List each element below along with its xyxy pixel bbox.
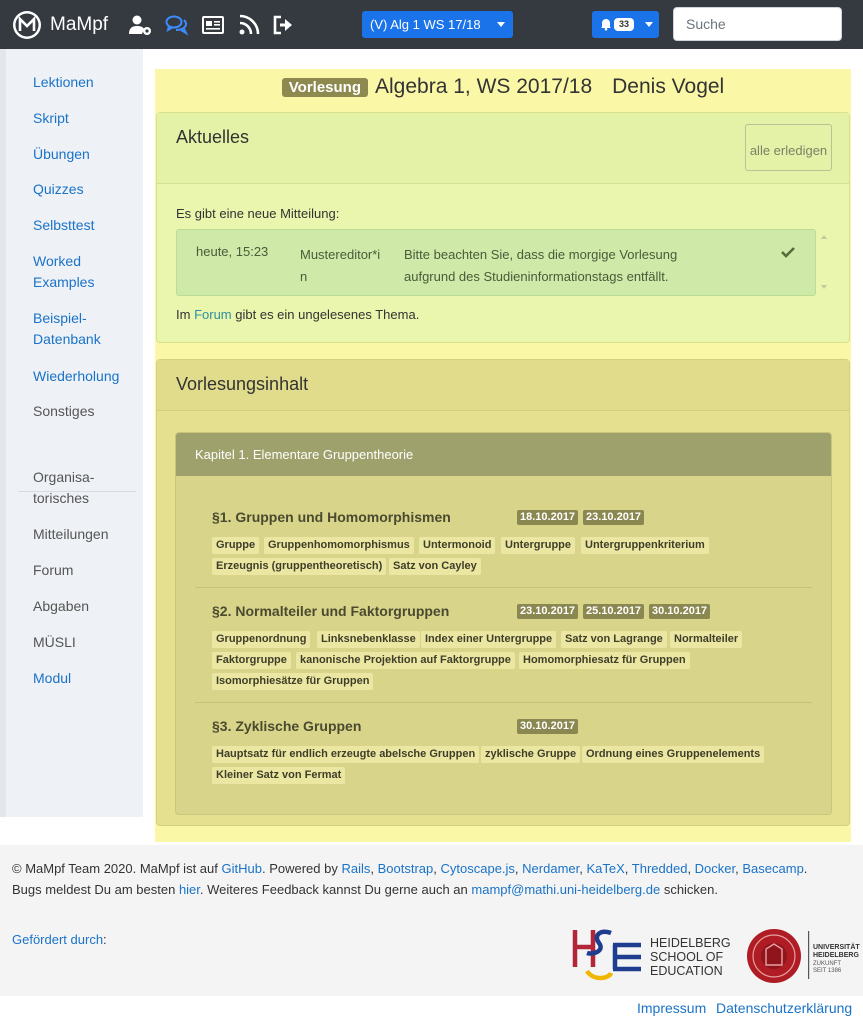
date-badge[interactable]: 30.10.2017 (517, 719, 578, 734)
sign-out-icon[interactable] (270, 12, 296, 38)
powered-by-text: . Powered by (261, 861, 338, 876)
notification-time: heute, 15:23 (196, 244, 269, 259)
github-link[interactable]: GitHub (221, 861, 262, 876)
tag[interactable]: Faktorgruppe (212, 652, 291, 669)
impressum-link[interactable]: Impressum (637, 1000, 707, 1016)
tag[interactable]: Ordnung eines Gruppenelements (582, 746, 764, 763)
tag[interactable]: kanonische Projektion auf Faktorgruppe (296, 652, 515, 669)
sidebar-item-mitteilungen[interactable]: Mitteilungen (33, 526, 109, 542)
teacher-name: Denis Vogel (612, 75, 725, 98)
forum-notice (176, 307, 419, 322)
funded-by (12, 932, 107, 947)
sidebar-item-quizzes[interactable]: Quizzes (33, 181, 84, 197)
notifications-button[interactable] (592, 11, 659, 38)
bugs-link[interactable]: hier (178, 882, 200, 897)
tag[interactable]: Untergruppenkriterium (581, 537, 709, 554)
sidebar-item-abgaben[interactable]: Abgaben (33, 598, 90, 614)
footer-feedback (12, 880, 718, 900)
footer-credits: © MaMpf Team 2020. MaMpf ist auf GitHub. Powered by Rails, Bootstrap, Cytoscape.js, Nerdamer, KaTeX, Thredded, Docker, Basecamp. (12, 861, 808, 876)
course-title: Algebra 1, WS 2017/18 (375, 75, 593, 98)
sidebar-item-worked-examples[interactable]: Worked Examples (33, 253, 95, 290)
forum-notice-prefix: Im (176, 307, 191, 322)
uni-line-2: HEIDELBERG (813, 952, 859, 959)
search-input[interactable] (673, 7, 842, 41)
content-card-title: Vorlesungsinhalt (176, 374, 309, 394)
cytoscape-link[interactable]: Cytoscape.js (440, 861, 515, 876)
copyright-text: © MaMpf Team 2020. MaMpf ist auf (12, 861, 218, 876)
lecture-select-label: (V) Alg 1 WS 17/18 (370, 17, 481, 32)
notification-count-badge: 33 (614, 18, 634, 31)
footer-bottom-bar (0, 996, 863, 1019)
sidebar-item-wiederholung[interactable]: Wiederholung (33, 368, 120, 384)
tag[interactable]: Satz von Lagrange (561, 631, 667, 648)
newspaper-icon[interactable] (200, 12, 226, 38)
mampf-logo-icon (12, 10, 42, 40)
hse-line-1: HEIDELBERG (650, 936, 731, 950)
lecture-type-badge: Vorlesung (282, 78, 368, 97)
basecamp-link[interactable]: Basecamp (742, 861, 804, 876)
uni-line-4: SEIT 1386 (813, 968, 842, 974)
footer (0, 845, 863, 1019)
docker-link[interactable]: Docker (694, 861, 736, 876)
date-badge[interactable]: 23.10.2017 (517, 604, 578, 619)
check-icon[interactable] (780, 244, 796, 260)
notification-scrollbar[interactable] (819, 231, 829, 295)
chapter-header[interactable] (176, 433, 831, 476)
tag[interactable]: Kleiner Satz von Fermat (212, 767, 345, 784)
brand[interactable] (12, 10, 108, 40)
sidebar-item-lektionen[interactable]: Lektionen (33, 74, 94, 90)
section-divider (195, 587, 812, 588)
sidebar-item-skript[interactable]: Skript (33, 110, 69, 126)
feedback-text: . Weiteres Feedback kannst Du gerne auch an (199, 882, 468, 897)
main-content (155, 69, 851, 842)
tag[interactable]: Gruppenordnung (212, 631, 310, 648)
sidebar-item-uebungen[interactable]: Übungen (33, 146, 90, 162)
news-card-header (157, 113, 849, 184)
tag[interactable]: Satz von Cayley (389, 558, 481, 575)
tag[interactable]: Hauptsatz für endlich erzeugte abelsche Gruppen (212, 746, 479, 763)
chevron-down-icon (645, 22, 653, 27)
news-card (156, 112, 850, 343)
sidebar-item-forum[interactable]: Forum (33, 562, 74, 578)
bugs-text: Bugs meldest Du am besten (12, 882, 176, 897)
forum-link[interactable]: Forum (194, 307, 232, 322)
uni-heidelberg-logo[interactable] (746, 927, 860, 985)
sidebar-item-organisatorisches[interactable]: Organisa-torisches (33, 469, 95, 506)
tag[interactable]: Normalteiler (670, 631, 742, 648)
notification-item (176, 229, 816, 296)
date-badge[interactable]: 18.10.2017 (517, 510, 578, 525)
news-intro: Es gibt eine neue Mitteilung: (176, 206, 340, 221)
rails-link[interactable]: Rails (341, 861, 371, 876)
tag[interactable]: Isomorphiesätze für Gruppen (212, 673, 373, 690)
date-badge[interactable]: 30.10.2017 (649, 604, 710, 619)
section-divider (195, 702, 812, 703)
sidebar-item-selbsttest[interactable]: Selbsttest (33, 217, 95, 233)
tag[interactable]: Linksnebenklasse (317, 631, 420, 648)
tag[interactable]: Homomorphiesatz für Gruppen (519, 652, 690, 669)
bell-icon (599, 17, 613, 31)
content-card-header (157, 360, 849, 411)
nerdamer-link[interactable]: Nerdamer (522, 861, 580, 876)
sidebar-item-sonstiges[interactable]: Sonstiges (33, 403, 95, 419)
funded-by-colon: : (103, 932, 107, 947)
tag[interactable]: zyklische Gruppe (481, 746, 580, 763)
chapter-title: Kapitel 1. Elementare Gruppentheorie (195, 447, 414, 462)
tag[interactable]: Erzeugnis (gruppentheoretisch) (212, 558, 386, 575)
sidebar-item-beispiel-datenbank[interactable]: Beispiel-Datenbank (33, 310, 101, 347)
email-link[interactable]: mampf@mathi.uni-heidelberg.de (471, 882, 661, 897)
date-badge[interactable]: 25.10.2017 (583, 604, 644, 619)
section-title[interactable]: §3. Zyklische Gruppen (212, 718, 362, 734)
all-done-button[interactable]: alle erledigen (745, 124, 832, 171)
lecture-select[interactable] (362, 11, 513, 38)
comments-icon[interactable] (164, 12, 190, 38)
privacy-link[interactable]: Datenschutzerklärung (716, 1000, 853, 1016)
sidebar (0, 49, 143, 817)
section-title[interactable]: §2. Normalteiler und Faktorgruppen (212, 603, 450, 619)
brand-name: MaMpf (50, 14, 109, 35)
hse-line-2: SCHOOL OF (650, 950, 724, 964)
hse-line-3: EDUCATION (650, 964, 723, 978)
funded-by-link[interactable]: Gefördert durch (12, 932, 104, 947)
date-badge[interactable]: 23.10.2017 (583, 510, 644, 525)
user-settings-icon[interactable] (127, 12, 153, 38)
section-title[interactable]: §1. Gruppen und Homomorphismen (212, 509, 451, 525)
top-navbar (0, 0, 863, 49)
scroll-up-icon[interactable] (821, 235, 827, 239)
thredded-link[interactable]: Thredded (631, 861, 688, 876)
forum-notice-suffix: gibt es ein ungelesenes Thema. (235, 307, 420, 322)
chevron-down-icon (497, 22, 505, 27)
feed-icon[interactable] (236, 12, 262, 38)
tag[interactable]: Index einer Untergruppe (421, 631, 556, 648)
feedback-suffix: schicken. (663, 882, 719, 897)
tag[interactable]: Untermonoid (419, 537, 495, 554)
tag[interactable]: Untergruppe (501, 537, 575, 554)
uni-line-1: UNIVERSITÄT (813, 944, 860, 951)
news-card-title: Aktuelles (176, 127, 250, 147)
hse-logo[interactable] (573, 927, 731, 985)
notification-author: Mustereditor*in (300, 247, 381, 284)
sidebar-item-muesli[interactable]: MÜSLI (33, 634, 76, 650)
scroll-down-icon[interactable] (821, 285, 827, 289)
notification-message: Bitte beachten Sie, dass die morgige Vorlesung aufgrund des Studieninformationstags entfällt. (404, 247, 678, 284)
bootstrap-link[interactable]: Bootstrap (377, 861, 434, 876)
page-title (155, 74, 851, 100)
uni-line-3: ZUKUNFT (813, 961, 841, 967)
lecture-content-card (156, 359, 850, 826)
tag[interactable]: Gruppe (212, 537, 259, 554)
katex-link[interactable]: KaTeX (586, 861, 625, 876)
tag[interactable]: Gruppenhomomorphismus (264, 537, 414, 554)
sidebar-item-modul[interactable]: Modul (33, 670, 72, 686)
chapter-card (175, 432, 832, 815)
